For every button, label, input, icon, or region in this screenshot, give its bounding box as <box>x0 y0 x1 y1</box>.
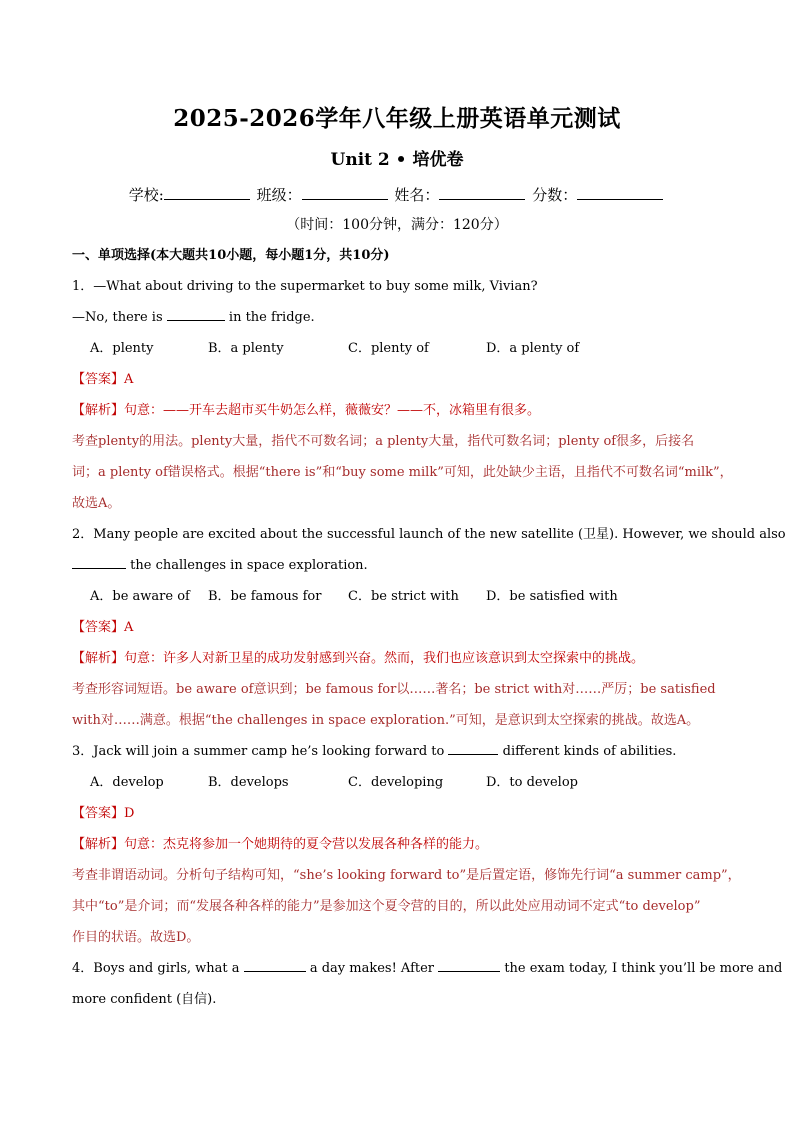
time-info: （时间：100分钟，满分：120分） <box>286 217 508 233</box>
question-2-analysis-1: 【解析】句意：许多人对新卫星的成功发射感到兴奋。然而，我们也应该意识到太空探索中的挑战。 <box>72 651 645 666</box>
question-2-option-a: A．be aware of <box>90 589 190 604</box>
question-4-text-c: the exam today, I think you’ll be more and <box>504 961 783 976</box>
question-4-line-1 <box>72 958 783 989</box>
question-3-analysis-4: 作目的状语。故选D。 <box>72 930 200 945</box>
question-1-analysis-1 <box>72 400 732 431</box>
question-1-blank <box>167 308 225 321</box>
student-info-row <box>0 184 794 205</box>
question-2-option-b: B．be famous for <box>208 589 322 604</box>
question-1-line-2 <box>72 307 732 338</box>
question-1-options <box>72 338 732 369</box>
question-1-analysis-3: 词；a plenty of错误格式。根据“there is”和“buy some milk”可知，此处缺少主语，且指代不可数名词“milk”， <box>72 465 733 480</box>
question-2-text-post: the challenges in space exploration. <box>130 558 368 573</box>
question-1-option-a: A．plenty <box>90 341 154 356</box>
question-3-option-d: D．to develop <box>486 775 578 790</box>
score-label: 分数： <box>532 186 578 204</box>
name-label: 姓名： <box>394 186 440 204</box>
question-4-blank-2 <box>438 959 500 972</box>
question-3-text-pre: 3．Jack will join a summer camp he’s looking forward to <box>72 744 445 759</box>
question-1-text-pre: —No, there is <box>72 310 163 325</box>
question-4-text-b: a day makes! After <box>309 961 435 976</box>
question-1-line-1: 1．—What about driving to the supermarket to buy some milk, Vivian? <box>72 279 538 294</box>
question-2-options <box>72 586 732 617</box>
class-blank[interactable] <box>302 187 388 200</box>
question-2-analysis-3: with对……满意。根据“the challenges in space exploration.”可知，是意识到太空探索的挑战。故选A。 <box>72 713 700 728</box>
question-3-analysis-2: 考查非谓语动词。分析句子结构可知，“she’s looking forward to”是后置定语，修饰先行词“a summer camp”， <box>72 868 741 883</box>
question-3-analysis-3: 其中“to”是介词；而“发展各种各样的能力”是参加这个夏令营的目的，所以此处应用动词不定式“to develop” <box>72 899 701 914</box>
question-4-text-a: 4．Boys and girls, what a <box>72 961 240 976</box>
question-3-option-b: B．develops <box>208 775 289 790</box>
exam-content <box>72 245 786 1020</box>
question-2-answer: 【答案】A <box>72 620 134 635</box>
question-2-analysis-2: 考查形容词短语。be aware of意识到；be famous for以……著名；be strict with对……严厉；be satisfied <box>72 682 716 697</box>
question-1-analysis-4: 故选A。 <box>72 496 121 511</box>
question-3-options <box>72 772 732 803</box>
question-1-analysis-2: 考查plenty的用法。plenty大量，指代不可数名词；a plenty大量，指代可数名词；plenty of很多，后接名 <box>72 434 695 449</box>
question-3-text-post: different kinds of abilities. <box>502 744 677 759</box>
question-2-option-c: C．be strict with <box>348 589 459 604</box>
question-1-option-d: D．a plenty of <box>486 341 580 356</box>
question-3-analysis-1: 【解析】句意：杰克将参加一个她期待的夏令营以发展各种各样的能力。 <box>72 837 489 852</box>
question-1-option-c: C．plenty of <box>348 341 429 356</box>
school-blank[interactable] <box>164 187 250 200</box>
question-4-blank-1 <box>244 959 306 972</box>
question-2-line-1: 2．Many people are excited about the successful launch of the new satellite (卫星). However, we should also <box>72 527 786 542</box>
question-1-analysis-text-1: 【解析】句意：——开车去超市买牛奶怎么样，薇薇安？——不，冰箱里有很多。 <box>72 403 541 418</box>
question-1-answer: 【答案】A <box>72 372 134 387</box>
school-label: 学校: <box>128 186 164 204</box>
question-2-blank <box>72 556 126 569</box>
question-3-option-a: A．develop <box>90 775 164 790</box>
page-title: 2025-2026学年八年级上册英语单元测试 <box>173 105 621 132</box>
section-heading: 一、单项选择(本大题共10小题，每小题1分，共10分) <box>72 248 390 263</box>
question-3-option-c: C．developing <box>348 775 444 790</box>
page-subtitle: Unit 2 • 培优卷 <box>330 150 464 170</box>
class-label: 班级： <box>256 186 302 204</box>
question-1-option-b: B．a plenty <box>208 341 284 356</box>
question-1-text-post: in the fridge. <box>228 310 315 325</box>
score-blank[interactable] <box>577 187 663 200</box>
question-2-option-d: D．be satisfied with <box>486 589 618 604</box>
question-3-blank <box>448 742 498 755</box>
question-2-line-2 <box>72 555 732 586</box>
question-3-line-1 <box>72 741 732 772</box>
name-blank[interactable] <box>439 187 525 200</box>
question-4-line-2: more confident (自信). <box>72 992 217 1007</box>
question-3-answer: 【答案】D <box>72 806 135 821</box>
